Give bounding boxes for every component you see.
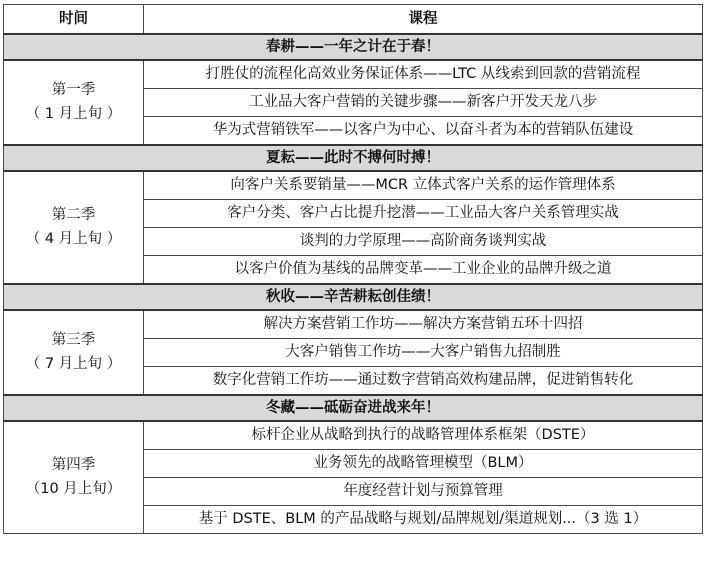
season-title: 夏耘——此时不搏何时搏！ (4, 145, 703, 171)
course-item: 华为式营销铁军——以客户为中心、以奋斗者为本的营销队伍建设 (144, 117, 703, 146)
course-item: 标杆企业从战略到执行的战略管理体系框架（DSTE） (144, 421, 703, 450)
course-item: 年度经营计划与预算管理 (144, 478, 703, 506)
quarter-period: （ 7 月上旬 ） (25, 355, 122, 372)
quarter-label: 第二季 (51, 207, 96, 224)
quarter-cell (4, 171, 144, 284)
course-schedule-table (3, 4, 703, 534)
quarter-label: 第四季 (51, 457, 96, 474)
header-course: 课程 (144, 5, 703, 35)
quarter-period: （ 1 月上旬 ） (25, 105, 122, 122)
quarter-period: （10 月上旬） (25, 480, 122, 497)
table-row (4, 171, 703, 200)
quarter-period: （ 4 月上旬 ） (25, 230, 122, 247)
course-item: 业务领先的战略管理模型（BLM） (144, 450, 703, 478)
course-item: 基于 DSTE、BLM 的产品战略与规划/品牌规划/渠道规划...（3 选 1） (144, 506, 703, 534)
season-title: 冬藏——砥砺奋进战来年！ (4, 395, 703, 421)
header-time: 时间 (4, 5, 144, 35)
course-item: 打胜仗的流程化高效业务保证体系——LTC 从线索到回款的营销流程 (144, 60, 703, 89)
season-row-winter (4, 395, 703, 421)
course-item: 以客户价值为基线的品牌变革——工业企业的品牌升级之道 (144, 256, 703, 285)
season-title: 春耕——一年之计在于春！ (4, 34, 703, 60)
quarter-label: 第一季 (51, 82, 96, 99)
header-row (4, 5, 703, 35)
table-row (4, 421, 703, 450)
course-item: 大客户销售工作坊——大客户销售九招制胜 (144, 339, 703, 367)
table-row (4, 60, 703, 89)
quarter-cell (4, 60, 144, 145)
course-item: 向客户关系要销量——MCR 立体式客户关系的运作管理体系 (144, 171, 703, 200)
season-title: 秋收——辛苦耕耘创佳绩！ (4, 284, 703, 310)
quarter-label: 第三季 (51, 332, 96, 349)
season-row-autumn (4, 284, 703, 310)
season-row-spring (4, 34, 703, 60)
course-item: 数字化营销工作坊——通过数字营销高效构建品牌，促进销售转化 (144, 367, 703, 396)
table-row (4, 310, 703, 339)
quarter-cell (4, 421, 144, 534)
course-item: 解决方案营销工作坊——解决方案营销五环十四招 (144, 310, 703, 339)
course-item: 客户分类、客户占比提升挖潜——工业品大客户关系管理实战 (144, 200, 703, 228)
quarter-cell (4, 310, 144, 395)
course-item: 谈判的力学原理——高阶商务谈判实战 (144, 228, 703, 256)
course-item: 工业品大客户营销的关键步骤——新客户开发天龙八步 (144, 89, 703, 117)
season-row-summer (4, 145, 703, 171)
